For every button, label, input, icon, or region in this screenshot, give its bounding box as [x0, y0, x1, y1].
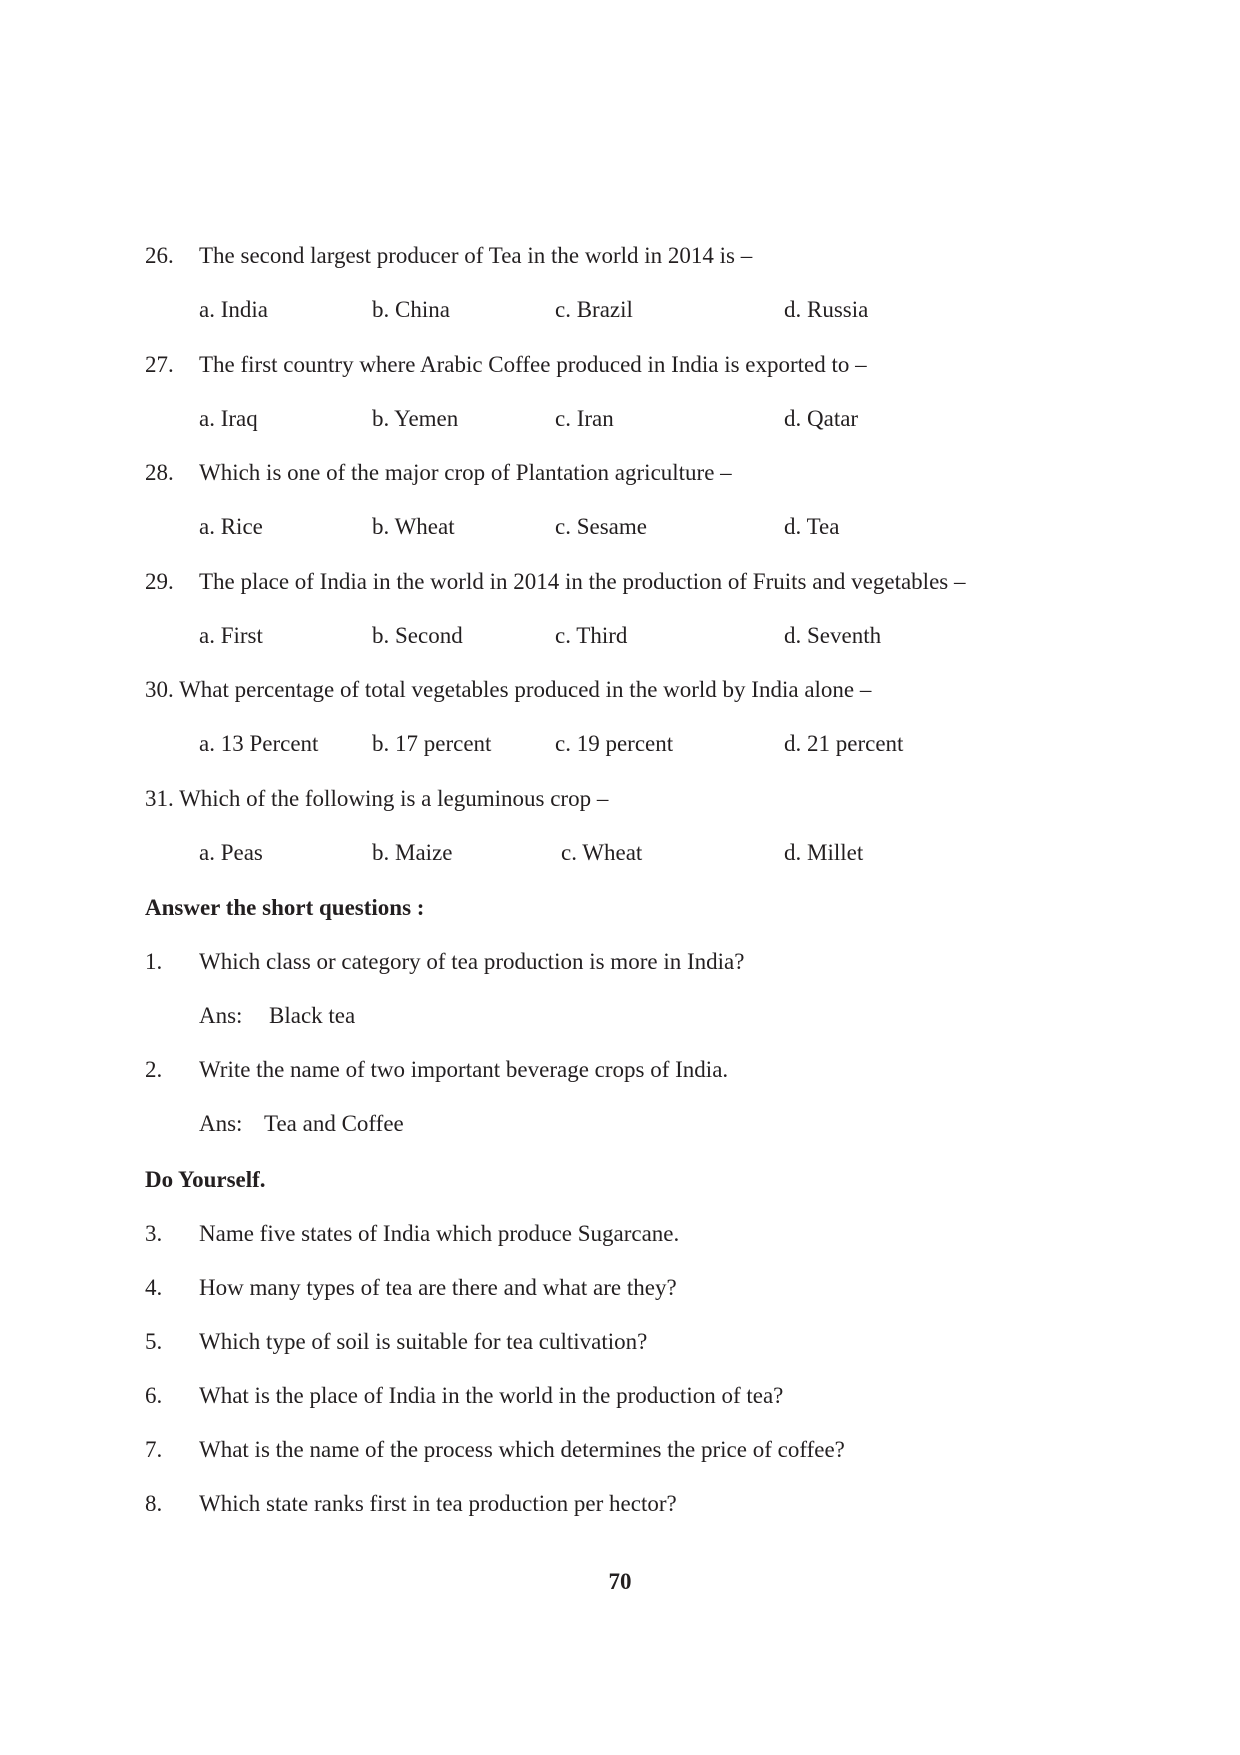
item-text: What is the place of India in the world in the production of tea?	[199, 1383, 784, 1408]
option-c: c. Wheat	[561, 840, 643, 865]
question-number: 29.	[145, 569, 174, 594]
question-number: 26.	[145, 243, 174, 268]
option-a: a. Peas	[199, 840, 263, 865]
option-c: c. Iran	[555, 406, 614, 431]
short-questions-heading: Answer the short questions :	[145, 895, 425, 920]
option-c: c. 19 percent	[555, 731, 674, 756]
option-b: b. China	[372, 297, 450, 322]
item-number: 5.	[145, 1329, 163, 1354]
question-text: The first country where Arabic Coffee produced in India is exported to –	[199, 352, 867, 377]
question-text: Write the name of two important beverage crops of India.	[199, 1057, 729, 1082]
option-d: d. 21 percent	[784, 731, 904, 756]
option-a: a. India	[199, 297, 268, 322]
option-a: a. First	[199, 623, 263, 648]
answer-label: Ans:	[199, 1111, 243, 1136]
option-d: d. Seventh	[784, 623, 882, 648]
option-d: d. Russia	[784, 297, 869, 322]
option-a: a. Rice	[199, 514, 263, 539]
item-number: 6.	[145, 1383, 163, 1408]
question-number: 1.	[145, 949, 163, 974]
item-number: 4.	[145, 1275, 163, 1300]
option-a: a. Iraq	[199, 406, 258, 431]
option-c: c. Third	[555, 623, 628, 648]
answer-text: Tea and Coffee	[264, 1111, 404, 1136]
option-b: b. Yemen	[372, 406, 459, 431]
item-text: What is the name of the process which determines the price of coffee?	[199, 1437, 845, 1462]
item-number: 3.	[145, 1221, 163, 1246]
question-text: 31. Which of the following is a leguminous crop –	[145, 786, 609, 811]
option-b: b. Second	[372, 623, 463, 648]
item-text: Name five states of India which produce Sugarcane.	[199, 1221, 680, 1246]
item-number: 7.	[145, 1437, 163, 1462]
question-number: 28.	[145, 460, 174, 485]
answer-label: Ans:	[199, 1003, 243, 1028]
option-b: b. Wheat	[372, 514, 455, 539]
option-c: c. Brazil	[555, 297, 633, 322]
answer-text: Black tea	[269, 1003, 356, 1028]
item-text: Which type of soil is suitable for tea cultivation?	[199, 1329, 648, 1354]
do-yourself-heading: Do Yourself.	[145, 1167, 266, 1192]
question-text: The second largest producer of Tea in the world in 2014 is –	[199, 243, 753, 268]
option-b: b. Maize	[372, 840, 453, 865]
page-number: 70	[608, 1569, 632, 1594]
question-number: 27.	[145, 352, 174, 377]
question-text: Which is one of the major crop of Plantation agriculture –	[199, 460, 732, 485]
item-number: 8.	[145, 1491, 163, 1516]
option-d: d. Qatar	[784, 406, 859, 431]
question-number: 2.	[145, 1057, 163, 1082]
question-text: Which class or category of tea production is more in India?	[199, 949, 745, 974]
question-text: The place of India in the world in 2014 in the production of Fruits and vegetables –	[199, 569, 966, 594]
option-d: d. Tea	[784, 514, 840, 539]
item-text: How many types of tea are there and what are they?	[199, 1275, 677, 1300]
option-a: a. 13 Percent	[199, 731, 319, 756]
item-text: Which state ranks first in tea production per hector?	[199, 1491, 677, 1516]
option-b: b. 17 percent	[372, 731, 492, 756]
option-c: c. Sesame	[555, 514, 647, 539]
question-text: 30. What percentage of total vegetables produced in the world by India alone –	[145, 677, 872, 702]
option-d: d. Millet	[784, 840, 864, 865]
